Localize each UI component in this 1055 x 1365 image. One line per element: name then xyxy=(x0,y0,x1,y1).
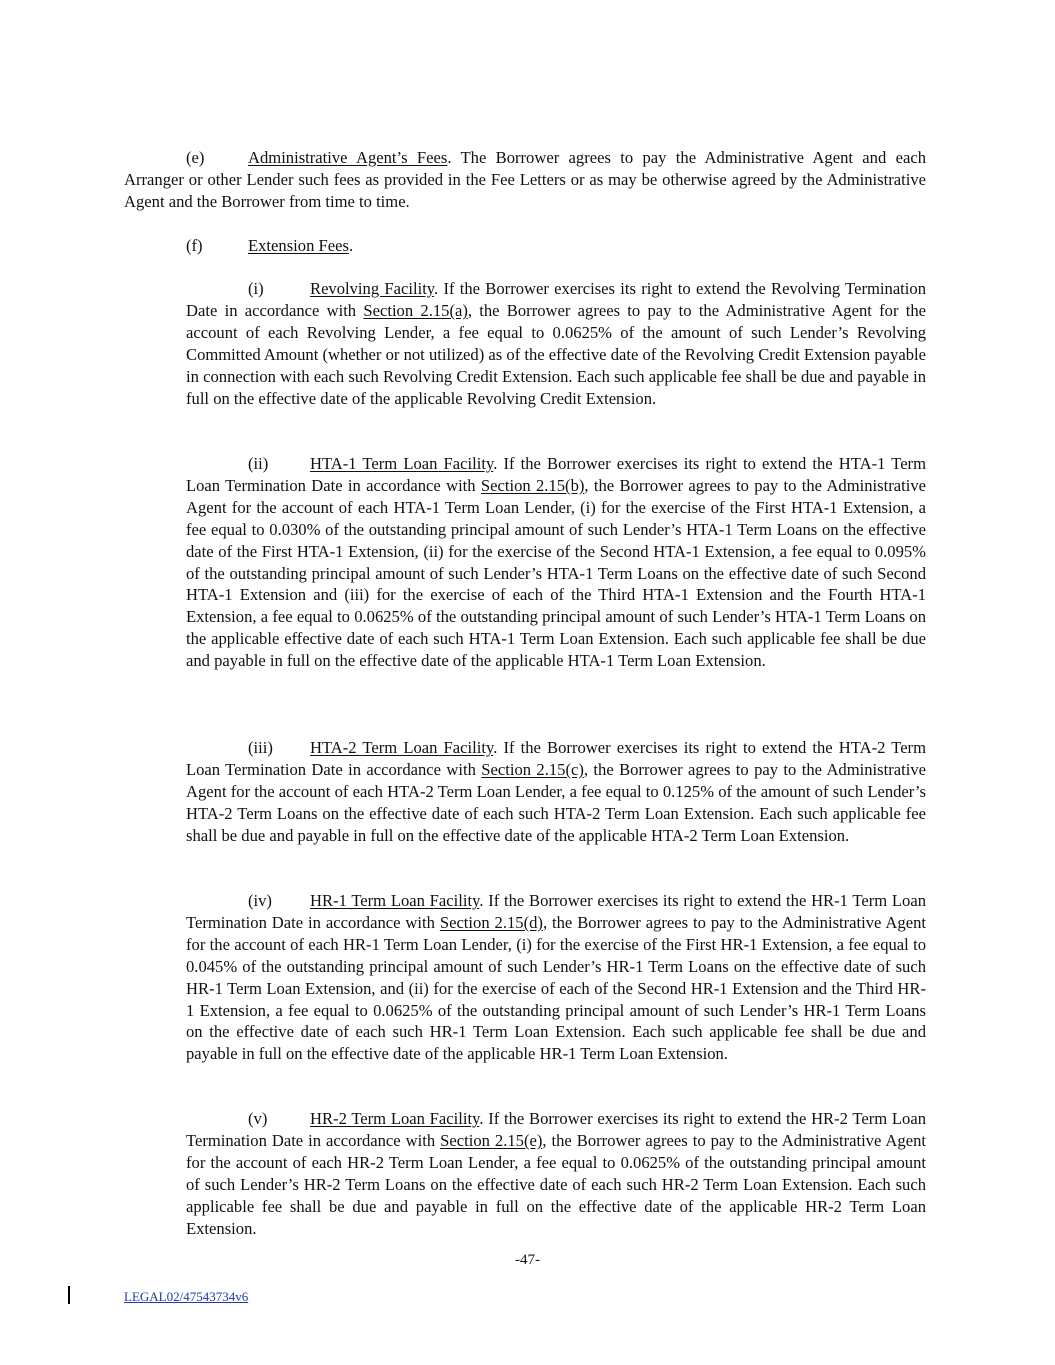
paragraph-f-i-text1: . If the Borrower exercises its right to extend the Revolving Termination Date in accordance with xyxy=(186,279,926,320)
paragraph-e-title: Administrative Agent’s Fees xyxy=(248,148,448,167)
paragraph-f-iv-text1: . If the Borrower exercises its right to extend the HR-1 Term Loan Termination Date in accordance with xyxy=(186,891,926,932)
paragraph-f-v xyxy=(186,1108,926,1239)
paragraph-f-label: (f) xyxy=(186,236,203,255)
paragraph-f-iv-ref: Section 2.15(d) xyxy=(439,912,543,932)
change-bar xyxy=(68,1286,70,1304)
paragraph-f-iii-text2: , the Borrower agrees to pay to the Administrative Agent for the account of each HTA-2 Term Loan Lender, a fee equal to 0.125% of the amount of such Lender’s HTA-2 Term Loans on the effective date of each such HTA-2 Term Loan Extension. Each such applicable fee shall be due and payable in full on the effective date of the applicable HTA-2 Term Loan Extension. xyxy=(186,759,926,845)
paragraph-f-ii xyxy=(186,453,926,672)
paragraph-f-v-title: HR-2 Term Loan Facility xyxy=(310,1109,480,1128)
paragraph-f-ii-title: HTA-1 Term Loan Facility xyxy=(310,454,494,473)
paragraph-f-i-label: (i) xyxy=(248,279,264,298)
page-number: -47- xyxy=(515,1252,540,1268)
paragraph-f-tail: . xyxy=(348,236,354,255)
paragraph-f-ii-label: (ii) xyxy=(248,454,269,473)
paragraph-e-label: (e) xyxy=(186,148,205,167)
paragraph-f-iii-ref: Section 2.15(c) xyxy=(481,759,584,779)
paragraph-f-title: Extension Fees xyxy=(248,236,349,255)
paragraph-f-iii-label: (iii) xyxy=(248,738,273,757)
paragraph-e-text: . The Borrower agrees to pay the Administrative Agent and each Arranger or other Lender such fees as provided in the Fee Letters or as may be otherwise agreed by the Administrative Agent and the Borrower from time to time. xyxy=(124,148,926,211)
paragraph-f-iii-text1: . If the Borrower exercises its right to extend the HTA-2 Term Loan Termination Date in accordance with xyxy=(186,738,926,779)
paragraph-f-iv-text2: , the Borrower agrees to pay to the Administrative Agent for the account of each HR-1 Term Loan Lender, (i) for the exercise of the First HR-1 Extension, a fee equal to 0.045% of the outstanding principal amount of such Lender’s HR-1 Term Loans on the effective date of such HR-1 Term Loan Extension, and (ii) for the exercise of each of the Second HR-1 Extension and the Third HR-1 Extension, a fee equal to 0.0625% of the outstanding principal amount of such Lender’s HR-1 Term Loans on the effective date of each such HR-1 Term Loan Extension. Each such applicable fee shall be due and payable in full on the effective date of the applicable HR-1 Term Loan Extension. xyxy=(186,912,926,1064)
paragraph-f-iv-label: (iv) xyxy=(248,891,272,910)
document-id-link[interactable]: LEGAL02/47543734v6 xyxy=(124,1289,249,1304)
paragraph-f-i-ref: Section 2.15(a) xyxy=(363,300,468,320)
paragraph-f-v-ref: Section 2.15(e) xyxy=(440,1130,543,1150)
paragraph-f-iii xyxy=(186,737,926,847)
paragraph-f-i-text2: , the Borrower agrees to pay to the Administrative Agent for the account of each Revolving Lender, a fee equal to 0.0625% of the amount of such Lender’s Revolving Committed Amount (whether or not utilized) as of the effective date of the Revolving Credit Extension payable in connection with each such Revolving Credit Extension. Each such applicable fee shall be due and payable in full on the effective date of the applicable Revolving Credit Extension. xyxy=(186,300,927,408)
paragraph-f-i-title: Revolving Facility xyxy=(310,279,435,298)
paragraph-e xyxy=(124,147,926,213)
paragraph-f-i xyxy=(186,278,926,409)
paragraph-f-iv xyxy=(186,890,926,1065)
paragraph-f-ii-ref: Section 2.15(b) xyxy=(480,475,585,495)
paragraph-f-v-text2: , the Borrower agrees to pay to the Administrative Agent for the account of each HR-2 Term Loan Lender, a fee equal to 0.0625% of the outstanding principal amount of such Lender’s HR-2 Term Loans on the effective date of each such HR-2 Term Loan Extension. Each such applicable fee shall be due and payable in full on the effective date of the applicable HR-2 Term Loan Extension. xyxy=(186,1130,926,1238)
paragraph-f-iv-title: HR-1 Term Loan Facility xyxy=(310,891,480,910)
paragraph-f-iii-title: HTA-2 Term Loan Facility xyxy=(310,738,494,757)
paragraph-f xyxy=(124,235,926,257)
paragraph-f-v-text1: . If the Borrower exercises its right to extend the HR-2 Term Loan Termination Date in accordance with xyxy=(186,1109,926,1150)
paragraph-f-ii-text1: . If the Borrower exercises its right to extend the HTA-1 Term Loan Termination Date in accordance with xyxy=(186,454,926,495)
paragraph-f-ii-text2: , the Borrower agrees to pay to the Administrative Agent for the account of each HTA-1 Term Loan Lender, (i) for the exercise of the First HTA-1 Extension, a fee equal to 0.030% of the outstanding principal amount of such Lender’s HTA-1 Term Loans on the effective date of the First HTA-1 Extension, (ii) for the exercise of the Second HTA-1 Extension, a fee equal to 0.095% of the outstanding principal amount of such Lender’s HTA-1 Term Loans on the effective date of such Second HTA-1 Extension and (iii) for the exercise of each of the Third HTA-1 Extension and the Fourth HTA-1 Extension, a fee equal to 0.0625% of the outstanding principal amount of such Lender’s HTA-1 Term Loans on the applicable effective date of each such HTA-1 Term Loan Extension. Each such applicable fee shall be due and payable in full on the effective date of the applicable HTA-1 Term Loan Extension. xyxy=(186,475,926,671)
paragraph-f-v-label: (v) xyxy=(248,1109,268,1128)
